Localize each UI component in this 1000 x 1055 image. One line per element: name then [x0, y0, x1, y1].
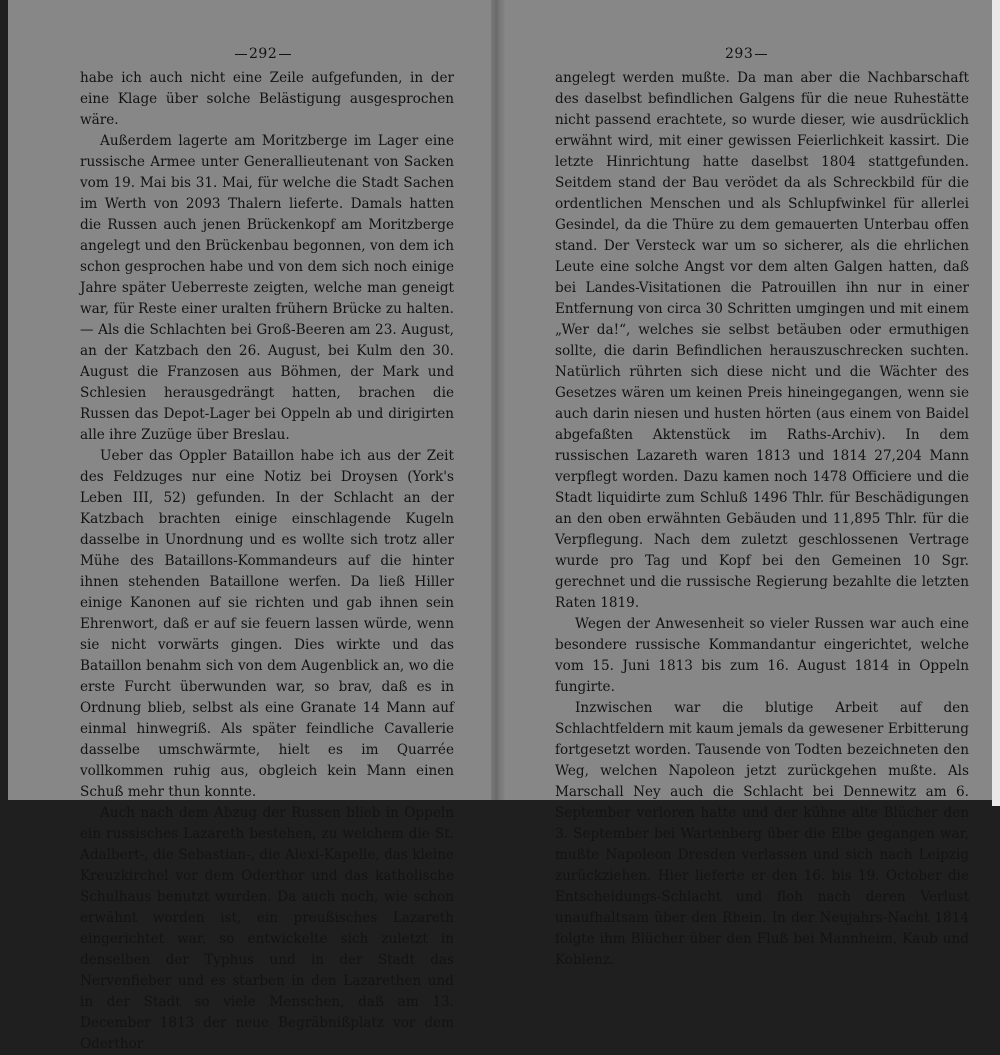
left-paragraph-2: Außerdem lagerte am Moritzberge im Lager eine russische Armee unter Generallieutenant von Sacken vom 19. Mai bis 31. Mai, für welche die Stadt Sachen im Werth von 2093 Thalern lieferte. Damals hatten die Russen auch jenen Brückenkopf am Moritzberge angelegt und den Brückenbau begonnen, von dem ich schon gesprochen habe und von dem sich noch einige Jahre später Ueberreste zeigten, welche man geneigt war, für Reste einer uralten frühern Brücke zu halten. — Als die Schlachten bei Groß-Beeren am 23. August, an der Katzbach den 26. August, bei Kulm den 30. August die Franzosen aus Böhmen, der Mark und Schlesien herausgedrängt hatten, brachen die Russen das Depot-Lager bei Oppeln ab und dirigirten alle ihre Zuzüge über Breslau.: [80, 133, 454, 443]
left-paragraph-4: Auch nach dem Abzug der Russen blieb in Oppeln ein russisches Lazareth bestehen, zu welchem die St. Adalbert-, die Sebastian-, die Alexi-Kapelle, das kleine Kreuzkirchel vor dem Oderthor und das katholische Schulhaus benutzt wurden. Da auch noch, wie schon erwähnt worden ist, ein preußisches Lazareth eingerichtet war, so entwickelte sich zuletzt in denselben der Typhus und in der Stadt das Nervenfieber und es starben in den Lazarethen und in der Stadt so viele Menschen, daß am 13. December 1813 der neue Begräbnißplatz vor dem Oderthor: [80, 805, 454, 1052]
right-page-number: 293: [725, 46, 769, 62]
right-paragraph-2: Wegen der Anwesenheit so vieler Russen war auch eine besondere russische Kommandantur eingerichtet, welche vom 15. Juni 1813 bis zum 16. August 1814 in Oppeln fungirte.: [555, 616, 969, 695]
right-page-body: [555, 68, 969, 971]
left-page-number: 292: [233, 46, 293, 62]
book-gutter: [491, 0, 505, 800]
left-page: [8, 0, 492, 1052]
left-page-body: [80, 68, 454, 1055]
left-paragraph-3: Ueber das Oppler Bataillon habe ich aus der Zeit des Feldzuges nur eine Notiz bei Droysen (York's Leben III, 52) gefunden. In der Schlacht an der Katzbach brachten einige einschlagende Kugeln dasselbe in Unordnung und es wollte sich trotz aller Mühe des Bataillons-Kommandeurs auf die hinter ihnen stehenden Bataillone werfen. Da ließ Hiller einige Kanonen auf sie richten und gab ihnen sein Ehrenwort, daß er auf sie feuern lassen würde, wenn sie nicht vorwärts gingen. Dies wirkte und das Bataillon benahm sich von dem Augenblick an, wo die erste Furcht überwunden war, so brav, daß es in Ordnung blieb, selbst als eine Granate 14 Mann auf einmal hinwegriß. Als später feindliche Cavallerie dasselbe umschwärmte, hielt es im Quarrée vollkommen ruhig aus, obgleich kein Mann einen Schuß mehr thun konnte.: [80, 448, 454, 800]
left-paragraph-1: habe ich auch nicht eine Zeile aufgefunden, in der eine Klage über solche Belästigung ausgesprochen wäre.: [80, 70, 454, 128]
right-paragraph-3: Inzwischen war die blutige Arbeit auf den Schlachtfeldern mit kaum jemals da gewesener Erbitterung fortgesetzt worden. Tausende von Todten bezeichneten den Weg, welchen Napoleon jetzt zurückgehen mußte. Als Marschall Ney auch die Schlacht bei Dennewitz am 6. September verloren hatte und der kühne alte Blücher den 3. September bei Wartenberg über die Elbe gegangen war, mußte Napoleon Dresden verlassen und sich nach Leipzig zurückziehen. Hier lieferte er den 16. bis 19. October die Entscheidungs-Schlacht und floh nach deren Verlust unaufhaltsam über den Rhein. In der Neujahrs-Nacht 1814 folgte ihm Blücher über den Fluß bei Mannheim, Kaub und Koblenz.: [555, 700, 969, 968]
right-page: [505, 0, 984, 968]
right-paragraph-1: angelegt werden mußte. Da man aber die Nachbarschaft des daselbst befindlichen Galgens für die neue Ruhestätte nicht passend erachtete, so wurde dieser, wie ausdrücklich erwähnt wird, mit einer gewissen Feierlichkeit kassirt. Die letzte Hinrichtung hatte daselbst 1804 stattgefunden. Seitdem stand der Bau verödet da als Schreckbild für die ordentlichen Menschen und als Schlupfwinkel für allerlei Gesindel, da die Thüre zu dem gemauerten Unterbau offen stand. Der Versteck war um so sicherer, als die ehrlichen Leute eine solche Angst vor dem alten Galgen hatten, daß bei Landes-Visitationen die Patrouillen ihn nur in einer Entfernung von circa 30 Schritten umgingen und mit einem „Wer da!“, welches sie selbst betäuben oder ermuthigen sollte, die darin Befindlichen herauszuschrecken suchten. Natürlich rührten sich diese nicht und die Wächter des Gesetzes wären um keinen Preis hineingegangen, wenn sie auch darin niesen und husten hörten (aus einem von Baidel abgefaßten Aktenstück im Raths-Archiv). In dem russischen Lazareth waren 1813 und 1814 27,204 Mann verpflegt worden. Dazu kamen noch 1478 Officiere und die Stadt liquidirte zum Schluß 1496 Thlr. für Beschädigungen an den oben erwähnten Gebäuden und 11,895 Thlr. für die Verpflegung. Nach dem zuletzt geschlossenen Vertrage wurde pro Tag und Kopf bei den Gemeinen 10 Sgr. gerechnet und die russische Regierung bezahlte die letzten Raten 1819.: [555, 70, 969, 611]
scan-edge-right: [992, 0, 1000, 806]
